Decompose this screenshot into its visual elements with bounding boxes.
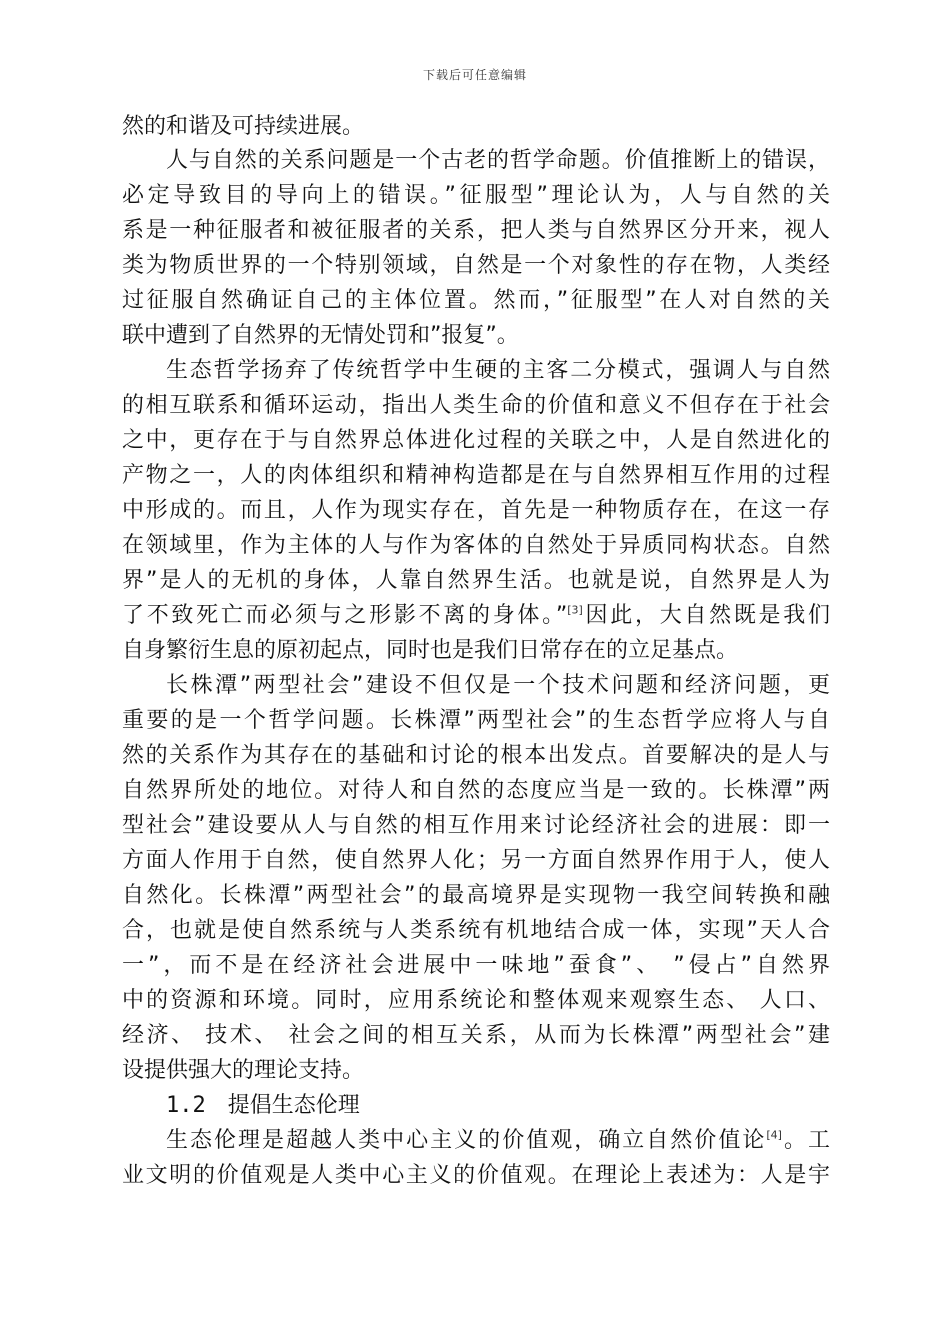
- section-title: 提倡生态伦理: [227, 1093, 360, 1118]
- text-line-with-citation: [166, 1124, 830, 1158]
- text-line: 在领域里，作为主体的人与作为客体的自然处于异质同构状态。自然: [122, 533, 830, 558]
- text-line: 人与自然的关系问题是一个古老的哲学命题。价值推断上的错误，: [166, 148, 830, 173]
- text-segment: 。工: [781, 1128, 830, 1153]
- text-line: 一”，而不是在经济社会进展中一味地”蚕食”、 ”侵占”自然界: [122, 953, 830, 978]
- text-line: 系是一种征服者和被征服者的关系，把人类与自然界区分开来，视人: [122, 218, 830, 243]
- text-line: 经济、 技术、 社会之间的相互关系，从而为长株潭”两型社会”建: [122, 1023, 830, 1048]
- text-segment: 了不致死亡而必须与之形影不离的身体。”: [122, 603, 568, 628]
- text-line: 过征服自然确证自己的主体位置。然而，”征服型”在人对自然的关: [122, 288, 830, 313]
- text-line: 中的资源和环境。同时，应用系统论和整体观来观察生态、 人口、: [122, 988, 830, 1013]
- text-line: 长株潭”两型社会”建设不但仅是一个技术问题和经济问题，更: [166, 673, 830, 698]
- text-line: 然的和谐及可持续进展。: [122, 114, 365, 139]
- text-line: 然的关系作为其存在的基础和讨论的根本出发点。首要解决的是人与: [122, 743, 830, 768]
- text-line: 界”是人的无机的身体，人靠自然界生活。也就是说，自然界是人为: [122, 568, 830, 593]
- text-line: 联中遭到了自然界的无情处罚和”报复”。: [122, 323, 519, 348]
- citation-ref: [4]: [766, 1128, 782, 1142]
- text-line: 类为物质世界的一个特别领域，自然是一个对象性的存在物，人类经: [122, 253, 830, 278]
- text-line: 的相互联系和循环运动，指出人类生命的价值和意义不但存在于社会: [122, 393, 830, 418]
- text-line: 之中，更存在于与自然界总体进化过程的关联之中，人是自然进化的: [122, 428, 830, 453]
- text-line: 中形成的。而且，人作为现实存在，首先是一种物质存在，在这一存: [122, 498, 830, 523]
- section-heading: [166, 1089, 830, 1123]
- text-line: 生态哲学扬弃了传统哲学中生硬的主客二分模式，强调人与自然: [166, 358, 830, 383]
- section-number: 1.2: [166, 1093, 206, 1118]
- text-line: 自然界所处的地位。对待人和自然的态度应当是一致的。长株潭”两: [122, 778, 830, 803]
- text-line: 业文明的价值观是人类中心主义的价值观。在理论上表述为：人是宇: [122, 1163, 830, 1188]
- text-line: 重要的是一个哲学问题。长株潭”两型社会”的生态哲学应将人与自: [122, 708, 830, 733]
- text-line: 设提供强大的理论支持。: [122, 1058, 365, 1083]
- text-segment: 生态伦理是超越人类中心主义的价值观，确立自然价值论: [166, 1128, 767, 1153]
- text-line: 自身繁衍生息的原初起点，同时也是我们日常存在的立足基点。: [122, 638, 739, 663]
- text-line: 自然化。长株潭”两型社会”的最高境界是实现物一我空间转换和融: [122, 883, 830, 908]
- page-header: 下载后可任意编辑: [422, 68, 527, 82]
- text-line: 产物之一，人的肉体组织和精神构造都是在与自然界相互作用的过程: [122, 463, 830, 488]
- text-line-with-citation: [122, 599, 830, 633]
- text-line: 型社会”建设要从人与自然的相互作用来讨论经济社会的进展：即一: [122, 813, 830, 838]
- text-line: 必定导致目的导向上的错误。”征服型”理论认为，人与自然的关: [122, 183, 830, 208]
- text-line: 方面人作用于自然，使自然界人化；另一方面自然界作用于人，使人: [122, 848, 830, 873]
- text-line: 合，也就是使自然系统与人类系统有机地结合成一体，实现”天人合: [122, 918, 830, 943]
- text-segment: 因此，大自然既是我们: [582, 603, 830, 628]
- citation-ref: [3]: [567, 603, 583, 617]
